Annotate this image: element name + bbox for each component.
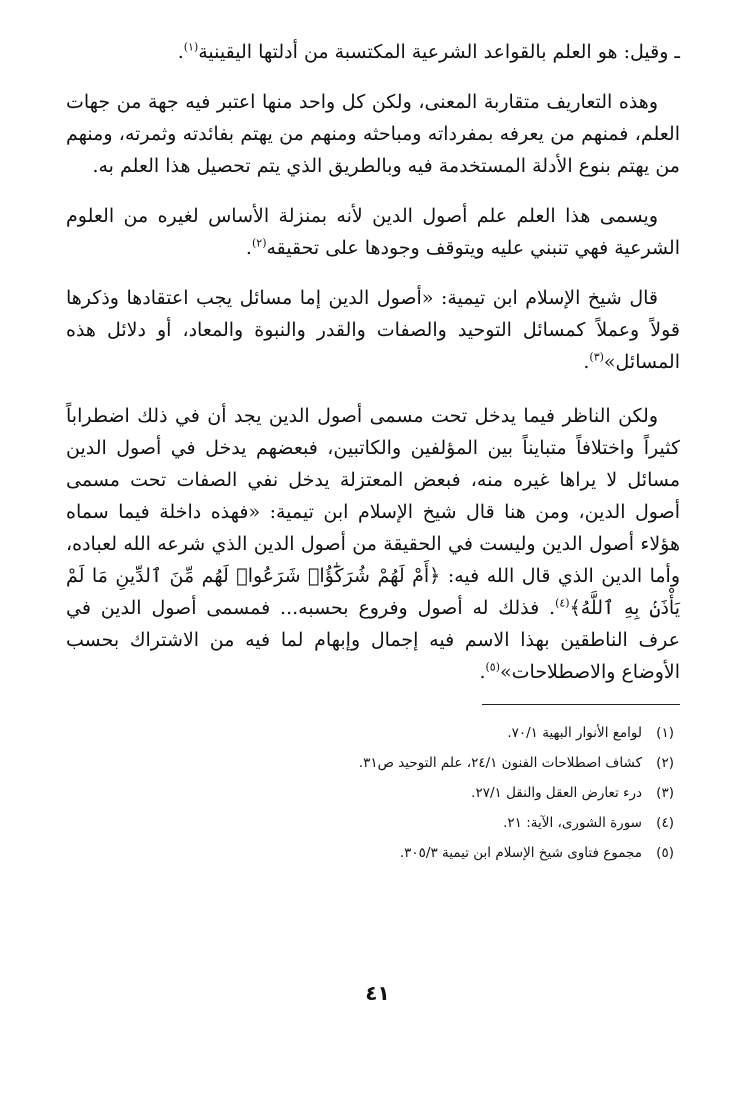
paragraph-tail: . (177, 41, 184, 63)
paragraph-tail: . (583, 351, 590, 373)
footnote-ref-4[interactable]: (٤) (555, 596, 570, 610)
page-number: ٤١ (365, 981, 390, 1005)
paragraph-tail: . (479, 661, 486, 683)
footnote-number: (٣) (656, 785, 674, 801)
paragraph-text: ولكن الناظر فيما يدخل تحت مسمى أصول الدين يجد أن في ذلك اضطراباً كثيراً واختلافاً متبايناً بين المؤلفين والكاتبين، فبعضهم يدخل في أصول الدين مسائل لا يراها غيره منه، فبعض المعتزلة يدخل نفي الصفات تحت مسمى أصول الدين، ومن هنا قال شيخ الإسلام ابن تيمية: «فهذه داخلة فيما سماه هؤلاء أصول الدين وليست في الحقيقة من أصول الدين الذي شرعه الله لعباده، وأما الدين الذي قال الله فيه: (66, 405, 681, 587)
footnote-text: سورة الشورى، الآية: ٢١. (503, 815, 642, 831)
footnote-text: درء تعارض العقل والنقل ٢٧/١. (471, 785, 642, 801)
footnote-number: (١) (656, 725, 674, 741)
footnote-item (66, 808, 674, 838)
paragraph-ibn-taymiyyah-quote (66, 282, 680, 378)
paragraph-definitions-comparison (66, 86, 680, 182)
footnote-item (66, 718, 674, 748)
footnote-ref-1[interactable]: (١) (183, 40, 199, 54)
paragraph-definition (66, 36, 680, 68)
footnote-separator (482, 704, 680, 705)
footnote-text: مجموع فتاوى شيخ الإسلام ابن تيمية ٣٠٥/٣. (399, 845, 642, 861)
page-body (66, 36, 680, 868)
footnote-ref-3[interactable]: (٣) (589, 350, 604, 364)
paragraph-disagreement (66, 400, 680, 688)
footnote-ref-2[interactable]: (٢) (251, 236, 267, 250)
footnote-item (66, 838, 674, 868)
footnotes-list (66, 718, 680, 868)
footnote-separator-wrap (66, 688, 680, 710)
paragraph-naming (66, 200, 680, 264)
footnote-text: كشاف اصطلاحات الفنون ٢٤/١، علم التوحيد ص٣١. (358, 755, 642, 771)
footnote-item (66, 748, 674, 778)
quran-verse: ﴿أَمْ لَهُمْ شُرَكَٰٓؤُا۟ شَرَعُوا۟ لَهُم مِّنَ ٱلدِّينِ مَا لَمْ يَأْذَنۢ بِهِ ٱللَّهُ﴾ (66, 565, 681, 619)
paragraph-text: قال شيخ الإسلام ابن تيمية: «أصول الدين إما مسائل يجب اعتقادها وذكرها قولاً وعملاً كمسائل التوحيد والصفات والقدر والنبوة والمعاد، أو دلائل هذه المسائل» (66, 287, 680, 373)
footnote-ref-5[interactable]: (٥) (485, 660, 501, 674)
footnote-text: لوامع الأنوار البهية ٧٠/١. (507, 725, 642, 741)
paragraph-tail: . (245, 237, 252, 259)
footnote-number: (٢) (656, 755, 674, 771)
paragraph-text: وهذه التعاريف متقاربة المعنى، ولكن كل واحد منها اعتبر فيه جهة من جهات العلم، فمنهم من يعرفه بمفرداته ومباحثه ومنهم من يهتم بفائدته وثمرته، ومنهم من يهتم بنوع الأدلة المستخدمة فيه وبالطريق الذي يتم تحصيل هذا العلم به. (66, 91, 680, 177)
footnote-number: (٤) (656, 815, 674, 831)
paragraph-text: ويسمى هذا العلم علم أصول الدين لأنه بمنزلة الأساس لغيره من العلوم الشرعية فهي تنبني عليه ويتوقف وجودها على تحقيقه (66, 205, 680, 259)
footnote-item (66, 778, 674, 808)
footnote-number: (٥) (656, 845, 674, 861)
paragraph-text-continued: . فذلك له أصول وفروع بحسبه... فمسمى أصول الدين في عرف الناطقين بهذا الاسم فيه إجمال وإبهام لما فيه من الاشتراك بحسب الأوضاع والاصطلاحات» (66, 597, 680, 683)
paragraph-text: ـ وقيل: هو العلم بالقواعد الشرعية المكتسبة من أدلتها اليقينية (198, 41, 680, 63)
